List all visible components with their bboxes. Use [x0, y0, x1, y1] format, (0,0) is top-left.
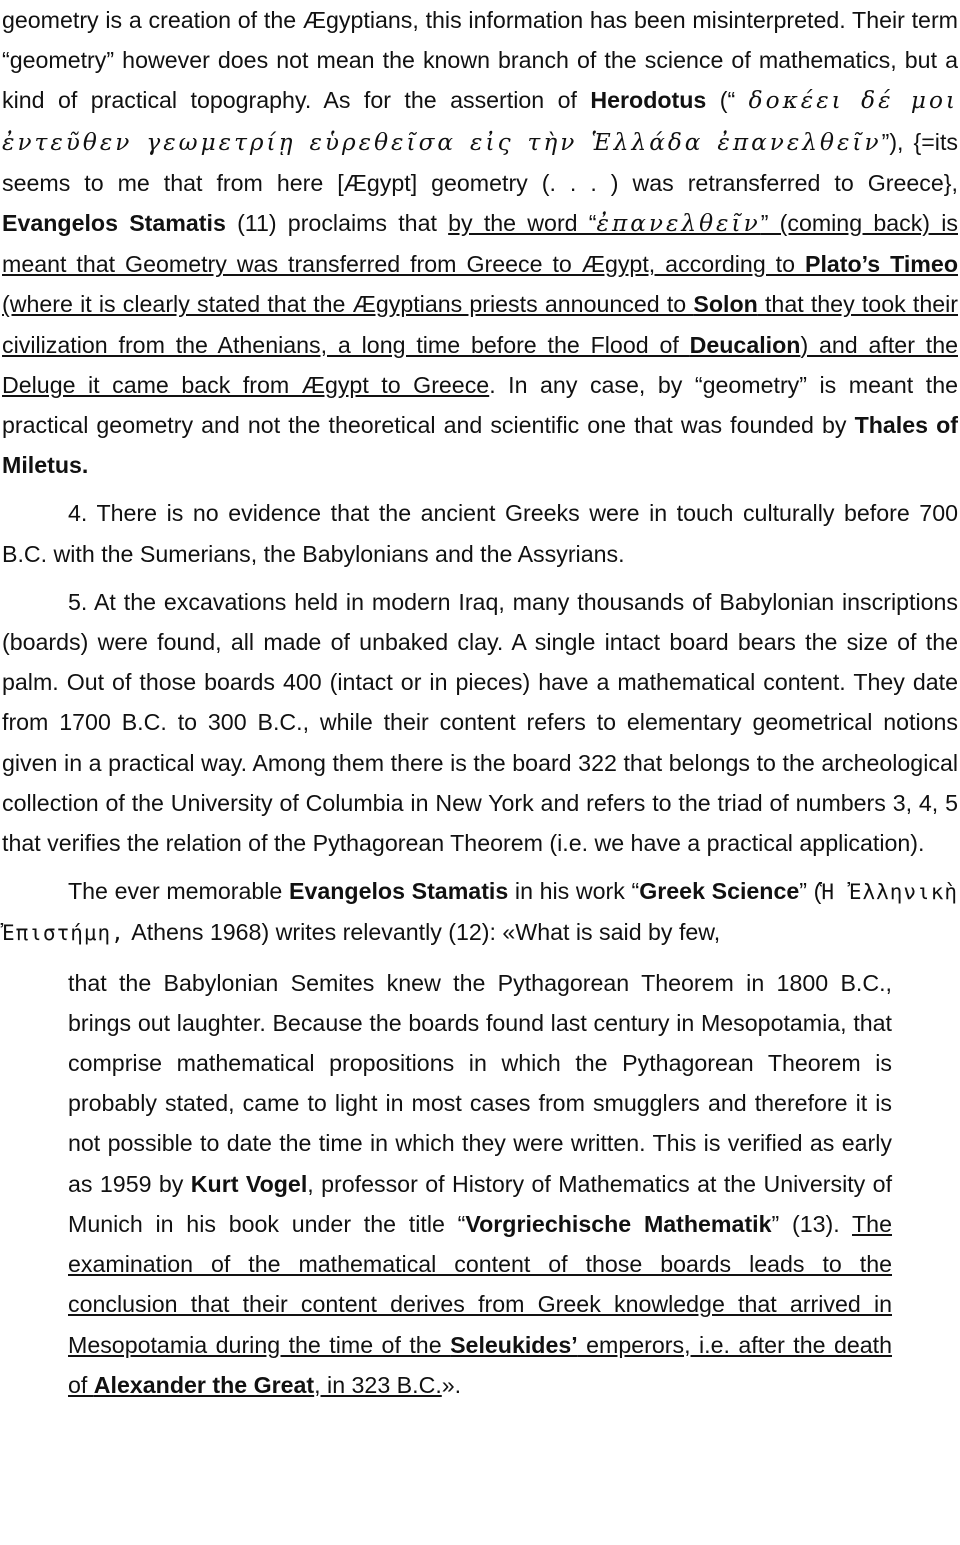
name-seleukides: Seleukides’: [450, 1331, 578, 1358]
text-run: The examination of the mathematical content of those boards leads to the conclusion that their content derives from Greek knowledge that arrived in Mesopotamia during the time of the: [68, 1210, 892, 1358]
name-kurt-vogel: Kurt Vogel: [190, 1170, 308, 1197]
paragraph-herodotus: [2, 0, 958, 485]
text-run: that the Babylonian Semites knew the Pythagorean Theorem in 1800 B.C., brings out laughter. Because the boards found last century in Mesopotamia, that comprise mathematical propositions in which the Pythagorean Theorem is probably stated, came to light in most cases from smugglers and therefore it is not possible to date the time in which they were written. This is verified as early as 1959 by: [68, 969, 892, 1197]
underlined-claim: [2, 210, 958, 398]
text-run: ) and after the Deluge it came back from Ægypt to Greece: [2, 331, 958, 398]
text-run: ” (coming back) is meant that Geometry was transferred from Greece to Ægypt, according to: [2, 210, 958, 278]
text-run: ».: [441, 1371, 462, 1398]
greek-title: Ἡ Ἐλληνικὴ Ἐπιστήμη,: [2, 880, 958, 946]
title-greek-science: Greek Science: [639, 878, 800, 905]
text-run: ” (: [799, 878, 822, 905]
name-herodotus: Herodotus: [590, 87, 707, 114]
text-run: (where it is clearly stated that the Ægyptians priests announced to: [2, 291, 694, 318]
text-run: ”), {=its seems to me that from here [Ægypt] geometry (. . . ) was retransferred to Greece},: [2, 128, 958, 196]
block-quote: [68, 963, 892, 1405]
text-run: geometry is a creation of the Ægyptians, this information has been misinterpreted. Their term “geometry” however does not mean the known branch of the science of mathematics, but a kind of practical topography. As for the assertion of: [2, 7, 958, 114]
name-deucalion: Deucalion: [689, 331, 801, 358]
paragraph-point-4: 4. There is no evidence that the ancient Greeks were in touch culturally before 700 B.C. with the Sumerians, the Babylonians and the Assyrians.: [2, 500, 958, 567]
title-vorgriechische-mathematik: Vorgriechische Mathematik: [465, 1210, 772, 1237]
name-solon: Solon: [693, 291, 758, 318]
text-run: emperors, i.e. after the death of: [68, 1331, 892, 1398]
text-run: . In any case, by “geometry” is meant the practical geometry and not the theoretical and scientific one that was founded by: [2, 371, 958, 439]
text-run: Athens 1968) writes relevantly (12): «What is said by few,: [124, 919, 721, 946]
paragraph-point-5: 5. At the excavations held in modern Iraq, many thousands of Babylonian inscriptions (boards) were found, all made of unbaked clay. A single intact board bears the size of the palm. Out of those boards 400 (intact or in pieces) have a mathematical content. They date from 1700 B.C. to 300 B.C., while their content refers to elementary geometrical notions given in a practical way. Among them there is the board 322 that belongs to the archeological collection of the University of Columbia in New York and refers to the triad of numbers 3, 4, 5 that verifies the relation of the Pythagorean Theorem (i.e. we have a practical application).: [2, 588, 958, 857]
paragraph-greek-science: [2, 871, 958, 953]
spacer: [2, 485, 960, 493]
name-alexander-the-great: Alexander the Great: [93, 1371, 315, 1398]
text-run: that they took their civilization from the Athenians, a long time before the Flood of: [2, 291, 958, 358]
name-platos-timeo: Plato’s Timeo: [804, 251, 958, 278]
text-run: in his work “: [508, 878, 640, 905]
spacer: [2, 863, 960, 871]
name-evangelos-stamatis: Evangelos Stamatis: [288, 878, 509, 905]
text-run: The ever memorable: [68, 878, 289, 905]
text-run: , professor of History of Mathematics at the University of Munich in his book under the title “: [68, 1170, 893, 1237]
text-run: ” (13).: [771, 1210, 853, 1237]
name-thales: Thales of Miletus.: [2, 412, 958, 479]
underlined-conclusion: [68, 1211, 892, 1398]
text-run: (11) proclaims that: [225, 210, 449, 237]
spacer: [2, 954, 960, 963]
greek-quote: δοκέει δέ μοι ἐντεῦθεν γεωμετρίῃ εὑρεθεῖσα εἰς τὴν Ἑλλάδα ἐπανελθεῖν: [2, 87, 959, 156]
greek-word: ἐπανελθεῖν: [596, 210, 761, 238]
spacer: [2, 574, 960, 582]
name-evangelos-stamatis: Evangelos Stamatis: [2, 210, 226, 237]
text-run: , in 323 B.C.: [314, 1371, 442, 1398]
text-run: by the word “: [448, 210, 597, 237]
text-run: (“: [706, 87, 749, 114]
